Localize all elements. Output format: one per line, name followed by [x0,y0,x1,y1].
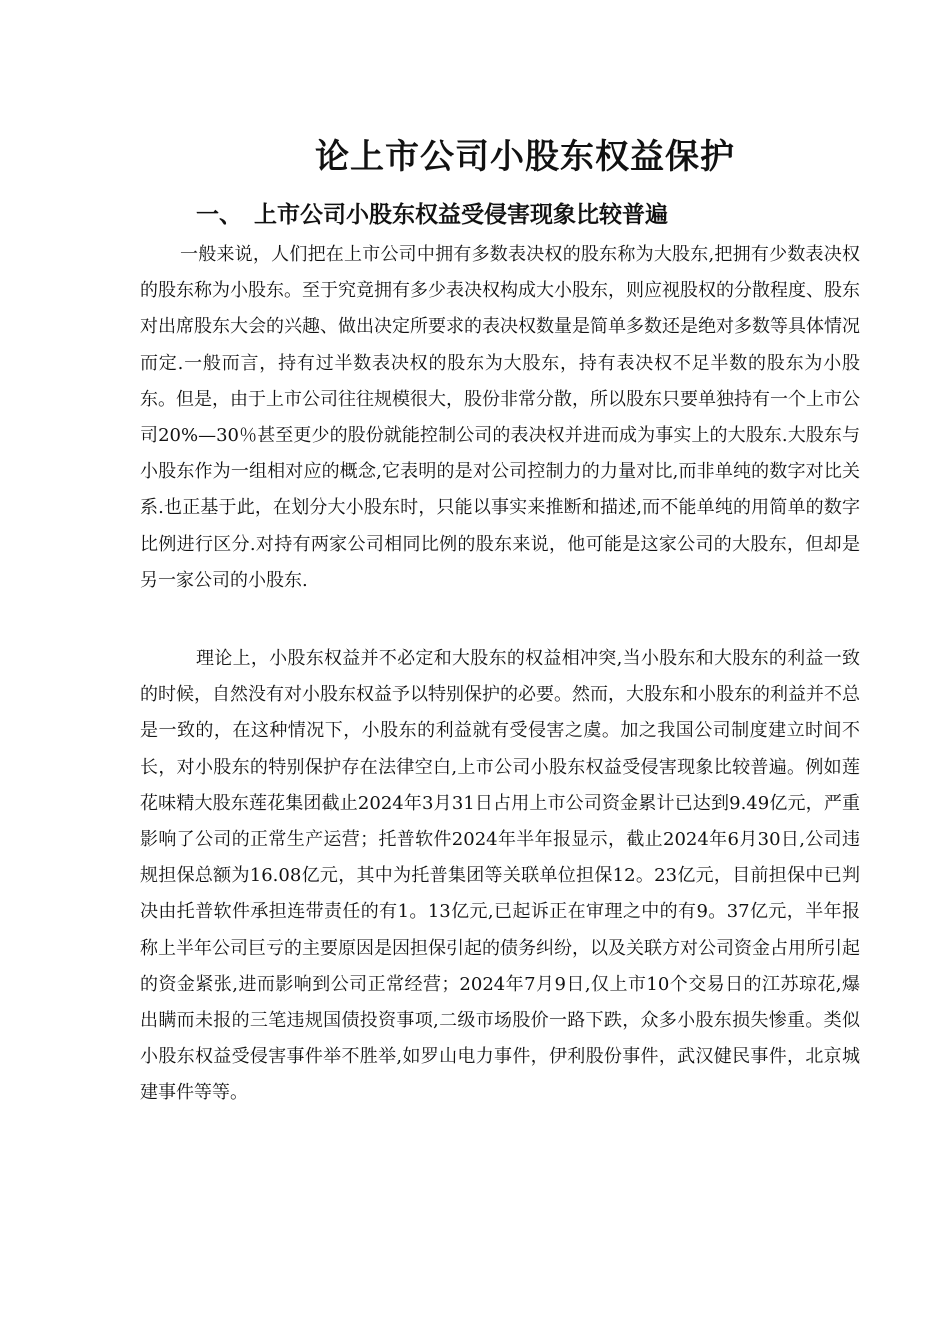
section-number: 一、 [196,202,242,228]
section-heading [196,199,668,231]
section-heading-text: 上市公司小股东权益受侵害现象比较普遍 [254,202,668,228]
paragraph-1: 一般来说，人们把在上市公司中拥有多数表决权的股东称为大股东,把拥有少数表决权的股东称为小股东。至于究竟拥有多少表决权构成大小股东，则应视股权的分散程度、股东对出席股东大会的兴趣、做出决定所要求的表决权数量是简单多数还是绝对多数等具体情况而定.一般而言，持有过半数表决权的股东为大股东，持有表决权不足半数的股东为小股东。但是，由于上市公司往往规模很大，股份非常分散，所以股东只要单独持有一个上市公司20%—30％甚至更少的股份就能控制公司的表决权并进而成为事实上的大股东.大股东与小股东作为一组相对应的概念,它表明的是对公司控制力的力量对比,而非单纯的数字对比关系.也正基于此，在划分大小股东时，只能以事实来推断和描述,而不能单纯的用简单的数字比例进行区分.对持有两家公司相同比例的股东来说，他可能是这家公司的大股东，但却是另一家公司的小股东. [140,244,860,591]
paragraph-2: 理论上，小股东权益并不必定和大股东的权益相冲突,当小股东和大股东的利益一致的时候，自然没有对小股东权益予以特别保护的必要。然而，大股东和小股东的利益并不总是一致的，在这种情况下，小股东的利益就有受侵害之虞。加之我国公司制度建立时间不长，对小股东的特别保护存在法律空白,上市公司小股东权益受侵害现象比较普遍。例如莲花味精大股东莲花集团截止2024年3月31日占用上市公司资金累计已达到9.49亿元，严重影响了公司的正常生产运营；托普软件2024年半年报显示，截止2024年6月30日,公司违规担保总额为16.08亿元，其中为托普集团等关联单位担保12。23亿元，目前担保中已判决由托普软件承担连带责任的有1。13亿元,已起诉正在审理之中的有9。37亿元，半年报称上半年公司巨亏的主要原因是因担保引起的债务纠纷，以及关联方对公司资金占用所引起的资金紧张,进而影响到公司正常经营；2024年7月9日,仅上市10个交易日的江苏琼花,爆出瞒而未报的三笔违规国债投资事项,二级市场股价一路下跌，众多小股东损失惨重。类似小股东权益受侵害事件举不胜举,如罗山电力事件，伊利股份事件，武汉健民事件，北京城建事件等等。 [140,648,860,1104]
document-title: 论上市公司小股东权益保护 [315,137,735,177]
